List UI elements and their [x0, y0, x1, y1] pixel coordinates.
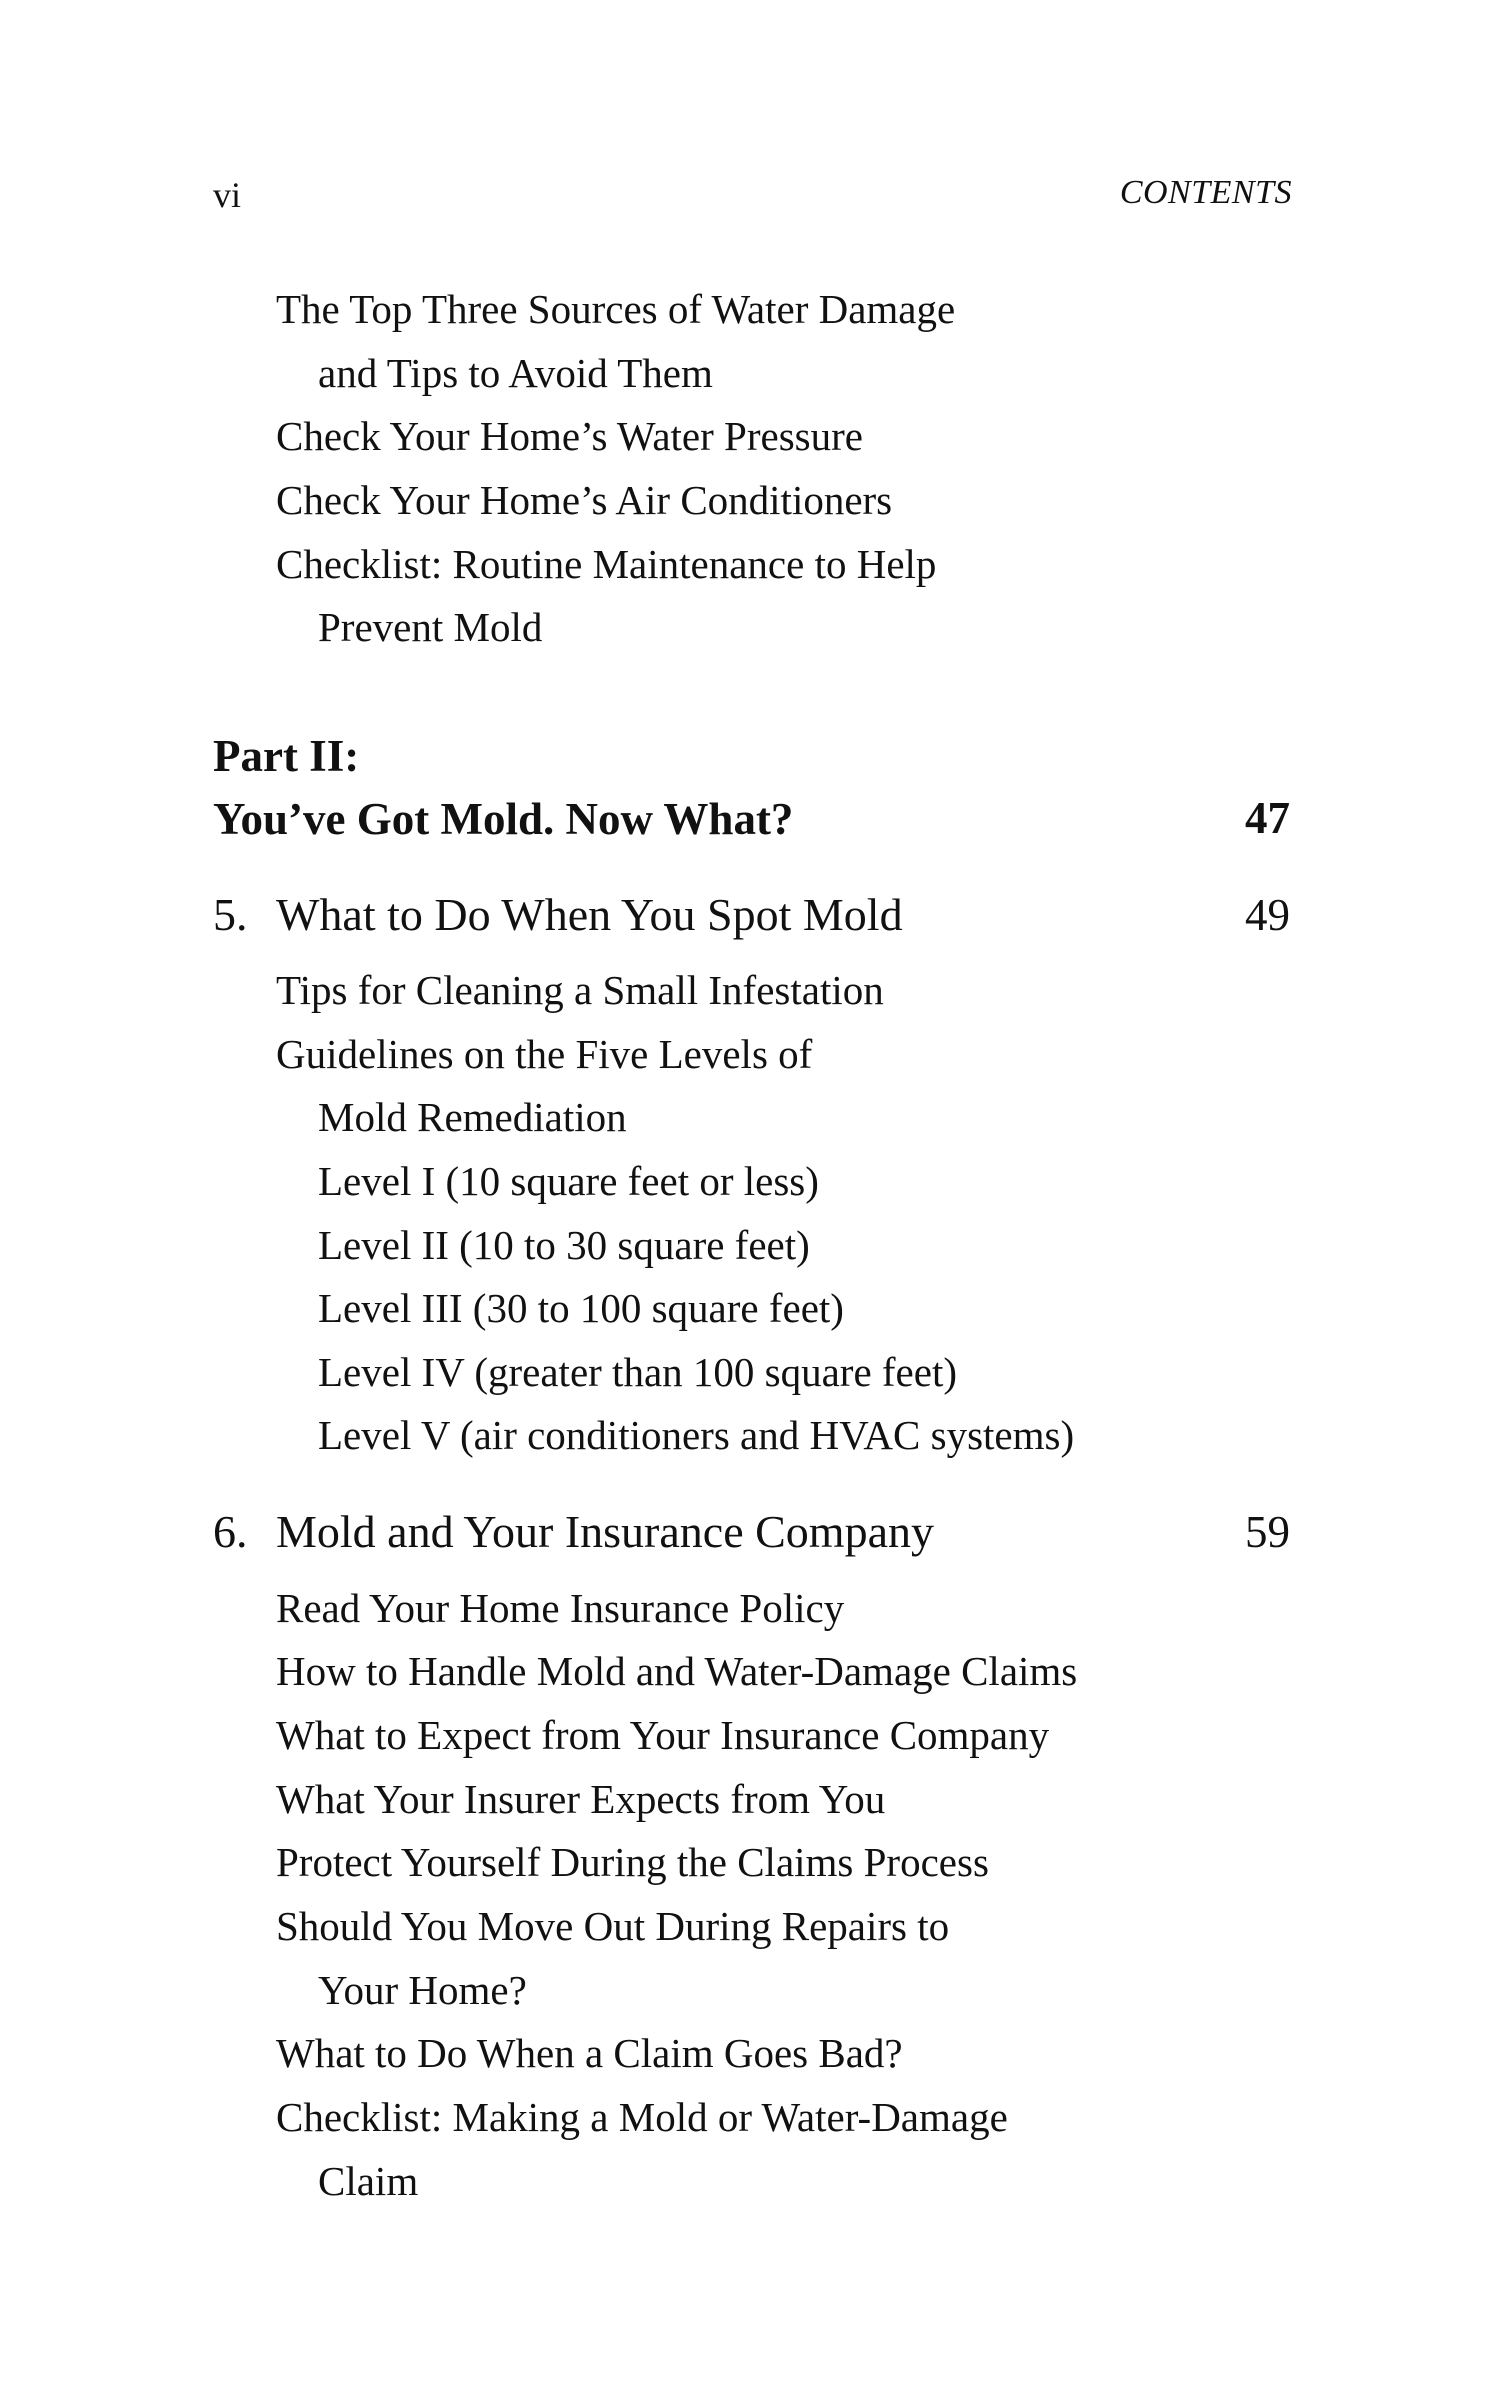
part-page-number: 47 — [1245, 793, 1290, 843]
toc-entry[interactable]: How to Handle Mold and Water-Damage Claims — [276, 1648, 1078, 1694]
chapter-number: 5. — [213, 889, 248, 940]
chapter-title[interactable]: What to Do When You Spot Mold — [276, 889, 903, 940]
toc-subentry[interactable]: Level III (30 to 100 square feet) — [318, 1285, 844, 1331]
toc-entry[interactable]: Should You Move Out During Repairs to — [276, 1903, 950, 1949]
toc-entry[interactable]: Tips for Cleaning a Small Infestation — [276, 967, 884, 1013]
toc-entry[interactable]: Checklist: Making a Mold or Water-Damage — [276, 2094, 1008, 2140]
toc-entry[interactable]: Protect Yourself During the Claims Process — [276, 1839, 989, 1885]
toc-subentry[interactable]: Level II (10 to 30 square feet) — [318, 1222, 810, 1268]
toc-entry[interactable]: The Top Three Sources of Water Damage — [276, 286, 956, 332]
toc-entry-continuation: Prevent Mold — [318, 604, 543, 650]
toc-entry[interactable]: What to Do When a Claim Goes Bad? — [276, 2030, 903, 2076]
toc-entry-continuation: and Tips to Avoid Them — [318, 350, 713, 396]
toc-entry[interactable]: Checklist: Routine Maintenance to Help — [276, 541, 937, 587]
toc-subentry[interactable]: Level IV (greater than 100 square feet) — [318, 1349, 957, 1395]
toc-subentry[interactable]: Level V (air conditioners and HVAC systems) — [318, 1412, 1075, 1458]
part-title[interactable]: You’ve Got Mold. Now What? — [213, 794, 794, 844]
chapter-title[interactable]: Mold and Your Insurance Company — [276, 1506, 934, 1557]
toc-entry[interactable]: Read Your Home Insurance Policy — [276, 1585, 845, 1631]
toc-entry[interactable]: What Your Insurer Expects from You — [276, 1776, 886, 1822]
toc-entry[interactable]: What to Expect from Your Insurance Company — [276, 1712, 1050, 1758]
toc-entry-continuation: Claim — [318, 2158, 419, 2204]
toc-entry-continuation: Your Home? — [318, 1967, 527, 2013]
page-number: vi — [213, 175, 242, 215]
toc-entry[interactable]: Check Your Home’s Air Conditioners — [276, 477, 893, 523]
toc-entry-continuation: Mold Remediation — [318, 1094, 627, 1140]
chapter-page-number: 59 — [1245, 1507, 1290, 1557]
chapter-number: 6. — [213, 1506, 248, 1557]
running-header: CONTENTS — [1119, 174, 1292, 211]
toc-entry[interactable]: Check Your Home’s Water Pressure — [276, 413, 863, 459]
toc-subentry[interactable]: Level I (10 square feet or less) — [318, 1158, 819, 1204]
toc-entry[interactable]: Guidelines on the Five Levels of — [276, 1031, 813, 1077]
chapter-page-number: 49 — [1245, 890, 1290, 940]
part-label: Part II: — [213, 731, 360, 781]
